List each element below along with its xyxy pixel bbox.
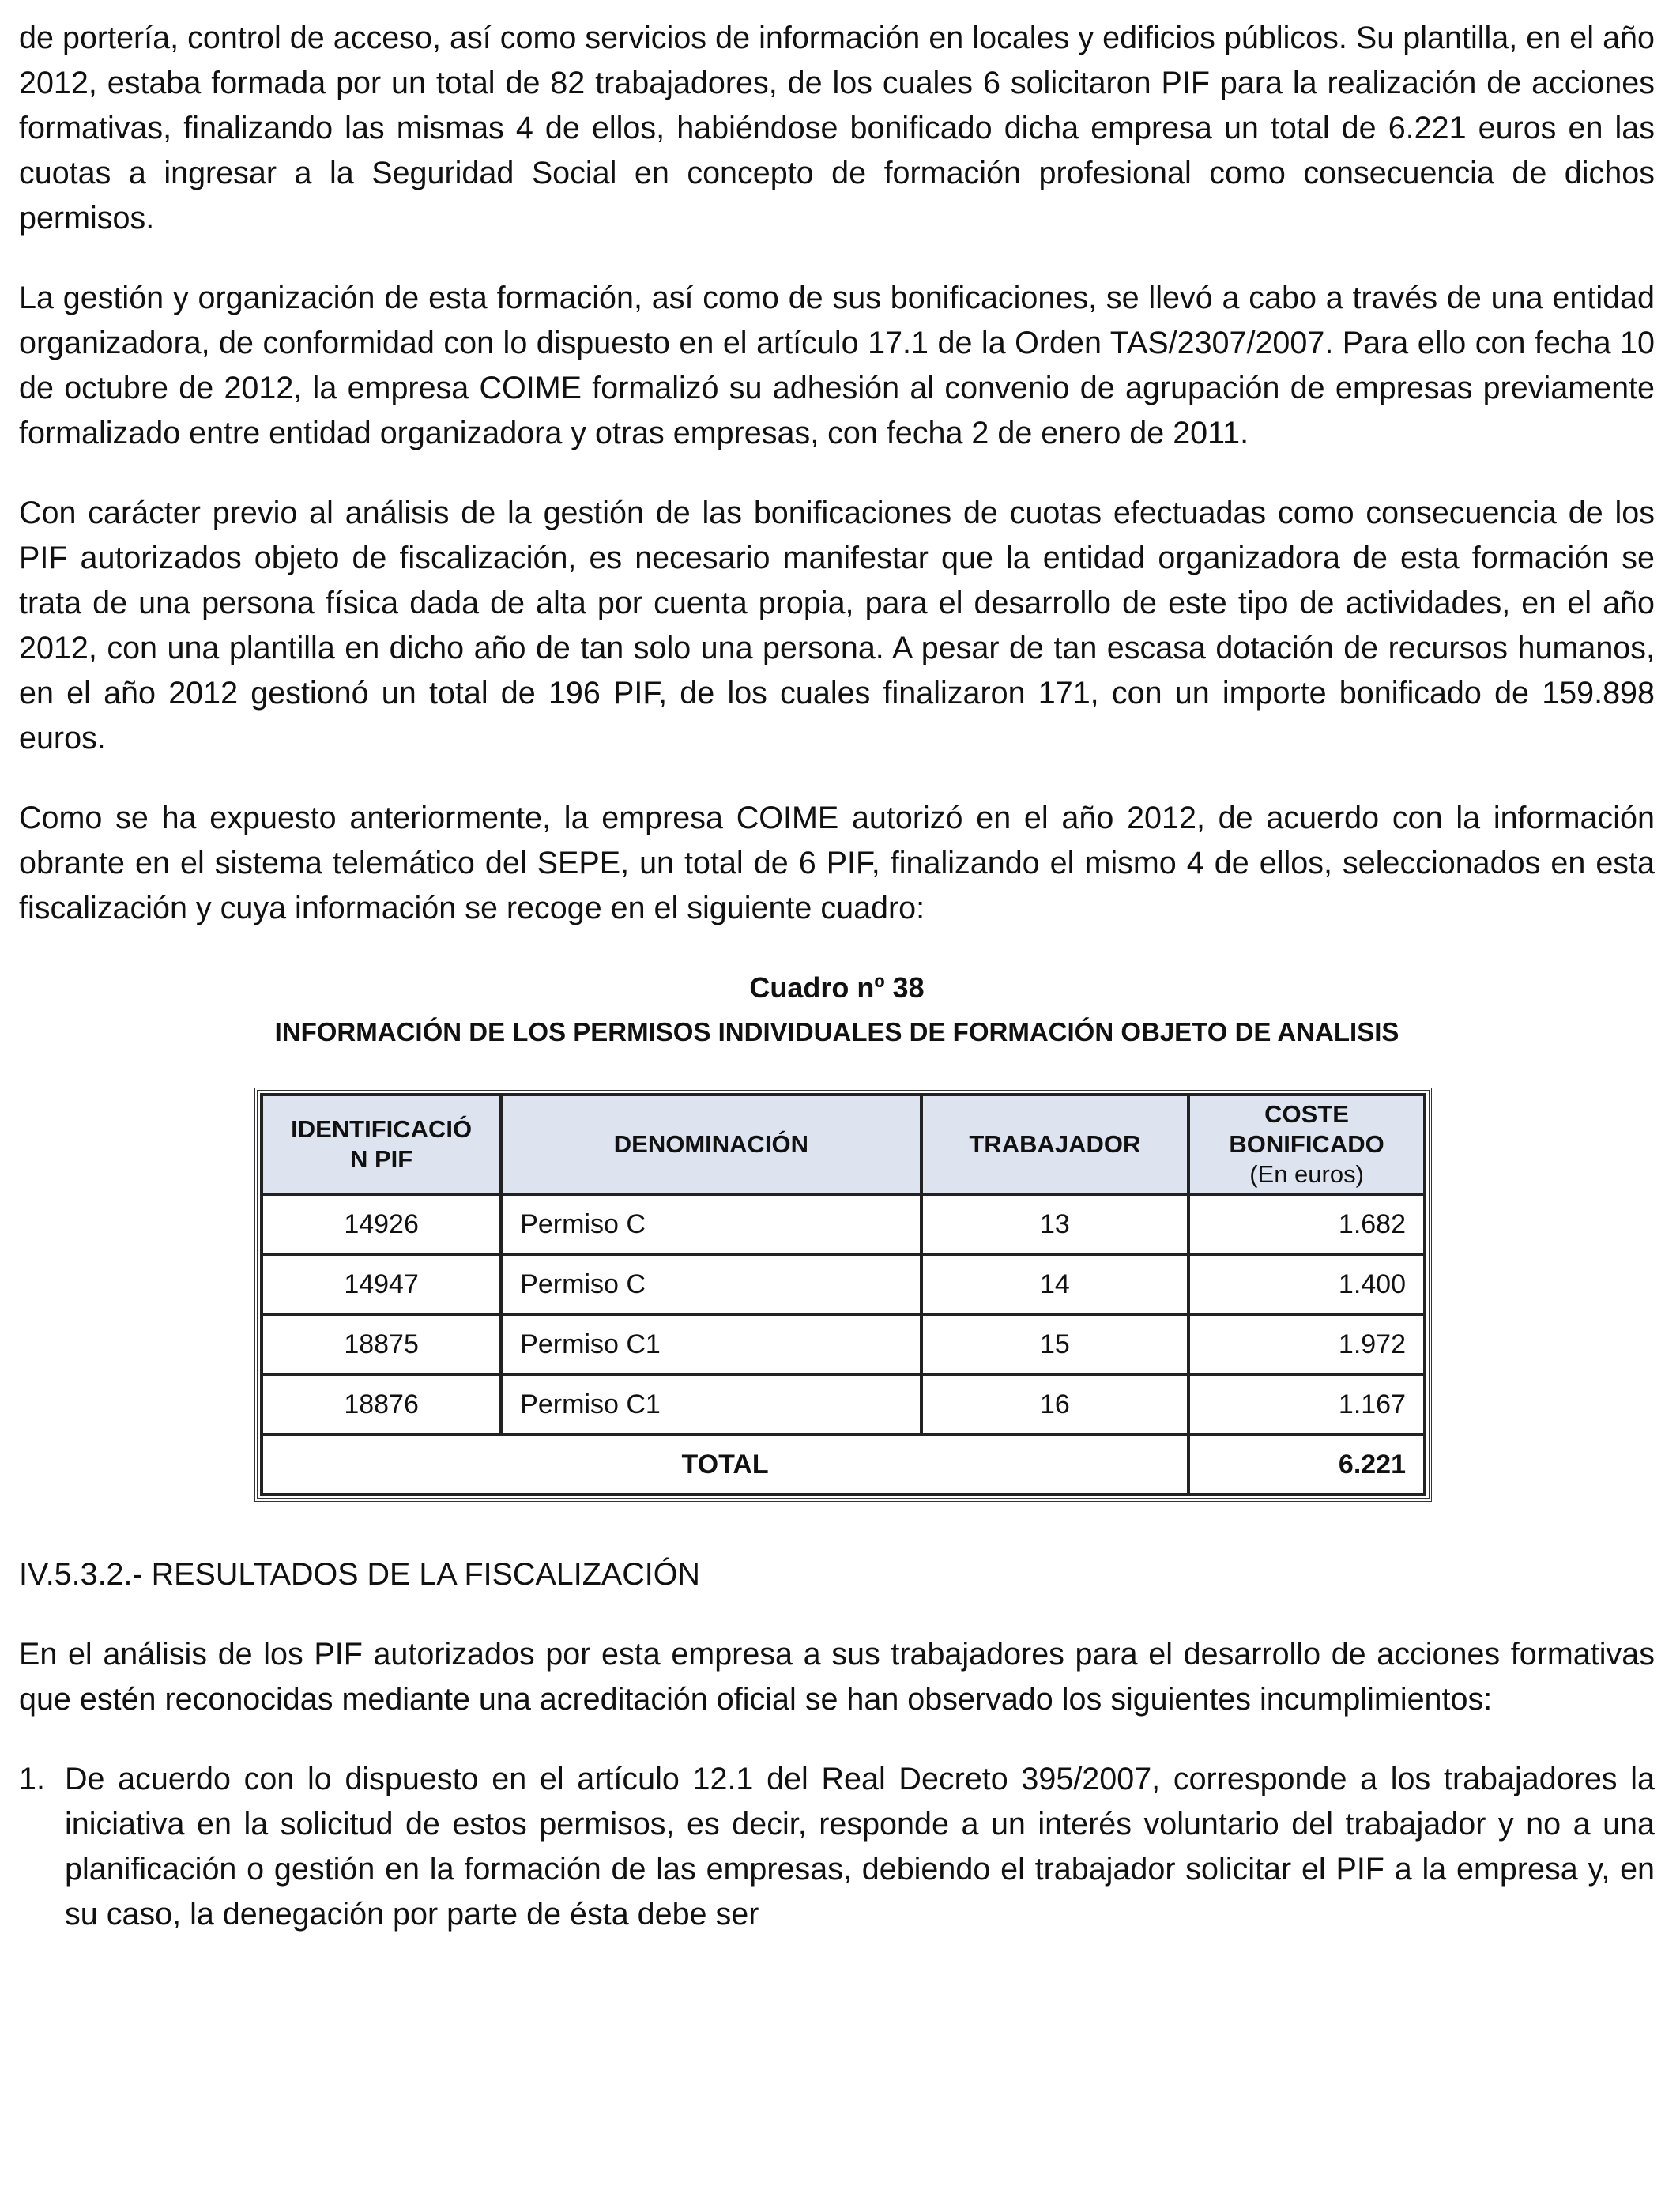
cell-trabajador: 13 <box>921 1194 1189 1254</box>
cell-trabajador: 16 <box>921 1374 1189 1434</box>
header-trabajador: TRABAJADOR <box>921 1095 1189 1194</box>
list-item <box>19 1757 1655 1937</box>
paragraph-authorized-pif: Como se ha expuesto anteriormente, la empresa COIME autorizó en el año 2012, de acuerdo con la información obrante en el sistema telemático del SEPE, un total de 6 PIF, finalizando el mismo 4 de ellos, seleccionados en esta fiscalización y cuya información se recoge en el siguiente cuadro: <box>19 801 1655 925</box>
table-total-row <box>262 1434 1425 1495</box>
table-row <box>262 1314 1425 1374</box>
cell-id: 18876 <box>262 1374 501 1434</box>
table-header-row <box>262 1095 1425 1194</box>
cell-coste: 1.400 <box>1188 1254 1425 1314</box>
table-caption-title: Cuadro nº 38 <box>749 971 925 1004</box>
document-page <box>19 16 1655 1937</box>
table-row <box>262 1194 1425 1254</box>
list-item-text: De acuerdo con lo dispuesto en el artículo 12.1 del Real Decreto 395/2007, corresponde a los trabajadores la iniciativa en la solicitud de estos permisos, es decir, responde a un interés voluntario del trabajador y no a una planificación o gestión en la formación de las empresas, debiendo el trabajador solicitar el PIF a la empresa y, en su caso, la denegación por parte de ésta debe ser <box>65 1762 1655 1932</box>
pif-table-frame <box>254 1088 1432 1502</box>
paragraph-company-staff: de portería, control de acceso, así como servicios de información en locales y edificios públicos. Su plantilla, en el año 2012, estaba formada por un total de 82 trabajadores, de los cuales 6 solicitaron PIF para la realización de acciones formativas, finalizando las mismas 4 de ellos, habiéndose bonificado dicha empresa un total de 6.221 euros en las cuotas a ingresar a la Seguridad Social en concepto de formación profesional como consecuencia de dichos permisos. <box>19 21 1655 236</box>
pif-table <box>260 1093 1426 1496</box>
findings-list <box>19 1757 1655 1937</box>
section-title: IV.5.3.2.- RESULTADOS DE LA FISCALIZACIÓN <box>19 1557 700 1592</box>
list-item-number: 1. <box>19 1762 45 1796</box>
header-coste-bonificado: COSTE BONIFICADO (En euros) <box>1188 1095 1425 1194</box>
cell-coste: 1.972 <box>1188 1314 1425 1374</box>
cell-denominacion: Permiso C1 <box>501 1374 921 1434</box>
cell-denominacion: Permiso C <box>501 1254 921 1314</box>
cell-coste: 1.167 <box>1188 1374 1425 1434</box>
cell-id: 14926 <box>262 1194 501 1254</box>
paragraph-organizing-entity: Con carácter previo al análisis de la gestión de las bonificaciones de cuotas efectuadas como consecuencia de los PIF autorizados objeto de fiscalización, es necesario manifestar que la entidad organizadora de esta formación se trata de una persona física dada de alta por cuenta propia, para el desarrollo de este tipo de actividades, en el año 2012, con una plantilla en dicho año de tan solo una persona. A pesar de tan escasa dotación de recursos humanos, en el año 2012 gestionó un total de 196 PIF, de los cuales finalizaron 171, con un importe bonificado de 159.898 euros. <box>19 496 1655 756</box>
cell-denominacion: Permiso C <box>501 1194 921 1254</box>
cell-trabajador: 15 <box>921 1314 1189 1374</box>
cell-denominacion: Permiso C1 <box>501 1314 921 1374</box>
table-row <box>262 1254 1425 1314</box>
section-intro-paragraph: En el análisis de los PIF autorizados por esta empresa a sus trabajadores para el desarrollo de acciones formativas que estén reconocidas mediante una acreditación oficial se han observado los siguientes incumplimientos: <box>19 1637 1655 1717</box>
cell-coste: 1.682 <box>1188 1194 1425 1254</box>
total-label: TOTAL <box>262 1434 1188 1495</box>
cell-id: 18875 <box>262 1314 501 1374</box>
header-identificacion: IDENTIFICACIÓ N PIF <box>262 1095 501 1194</box>
table-caption-subtitle: INFORMACIÓN DE LOS PERMISOS INDIVIDUALES DE FORMACIÓN OBJETO DE ANALISIS <box>274 1017 1399 1046</box>
paragraph-training-management: La gestión y organización de esta formación, así como de sus bonificaciones, se llevó a cabo a través de una entidad organizadora, de conformidad con lo dispuesto en el artículo 17.1 de la Orden TAS/2307/2007. Para ello con fecha 10 de octubre de 2012, la empresa COIME formalizó su adhesión al convenio de agrupación de empresas previamente formalizado entre entidad organizadora y otras empresas, con fecha 2 de enero de 2011. <box>19 281 1655 450</box>
total-value: 6.221 <box>1188 1434 1425 1495</box>
header-denominacion: DENOMINACIÓN <box>501 1095 921 1194</box>
table-row <box>262 1374 1425 1434</box>
cell-trabajador: 14 <box>921 1254 1189 1314</box>
cell-id: 14947 <box>262 1254 501 1314</box>
